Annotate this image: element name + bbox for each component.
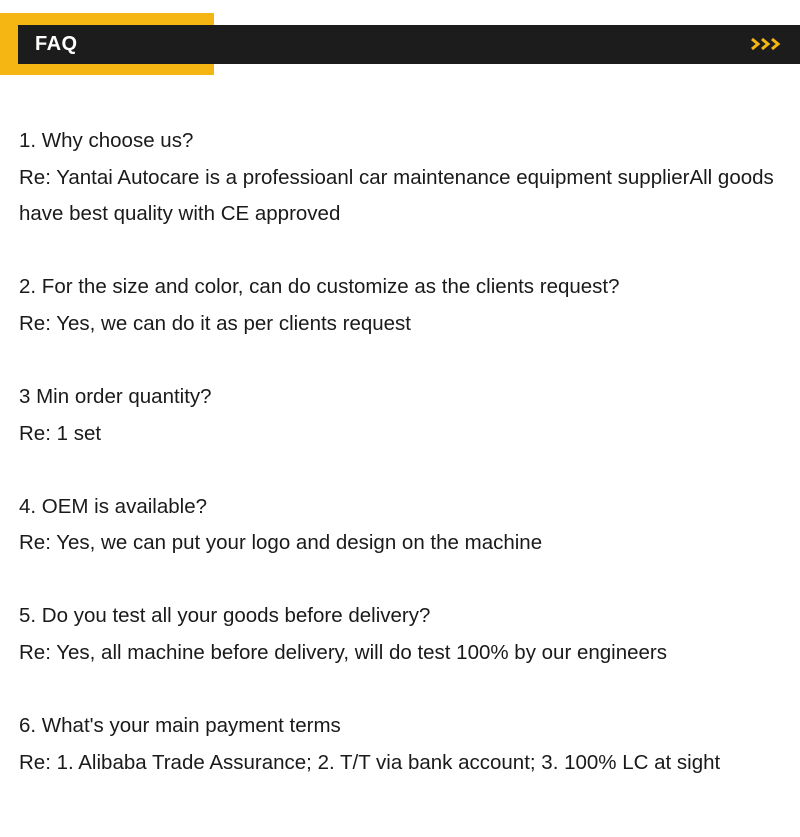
- faq-header: [0, 0, 800, 80]
- faq-question: 4. OEM is available?: [19, 494, 208, 518]
- faq-question: 3 Min order quantity?: [19, 384, 212, 408]
- faq-item: [19, 269, 789, 342]
- header-title: FAQ: [35, 33, 78, 55]
- faq-list: [19, 123, 789, 818]
- faq-item: [19, 123, 789, 233]
- faq-item: [19, 379, 789, 452]
- triple-chevron-right-icon: [750, 33, 784, 55]
- faq-answer: Re: 1 set: [19, 421, 102, 445]
- faq-answer: Re: 1. Alibaba Trade Assurance; 2. T/T via bank account; 3. 100% LC at sight: [19, 750, 721, 774]
- faq-question: 6. What's your main payment terms: [19, 714, 341, 738]
- faq-question: 5. Do you test all your goods before delivery?: [19, 604, 431, 628]
- faq-item: [19, 598, 789, 671]
- faq-question: 1. Why choose us?: [19, 129, 194, 152]
- faq-answer: Re: Yes, we can do it as per clients request: [19, 311, 412, 335]
- header-bar: [18, 25, 800, 64]
- faq-answer: Re: Yantai Autocare is a professioanl car maintenance equipment supplierAll goods have best quality with CE approved: [19, 165, 774, 226]
- faq-question: 2. For the size and color, can do customize as the clients request?: [19, 275, 620, 299]
- faq-answer: Re: Yes, all machine before delivery, will do test 100% by our engineers: [19, 640, 668, 664]
- faq-answer: Re: Yes, we can put your logo and design on the machine: [19, 531, 543, 555]
- faq-item: [19, 708, 789, 781]
- faq-item: [19, 489, 789, 562]
